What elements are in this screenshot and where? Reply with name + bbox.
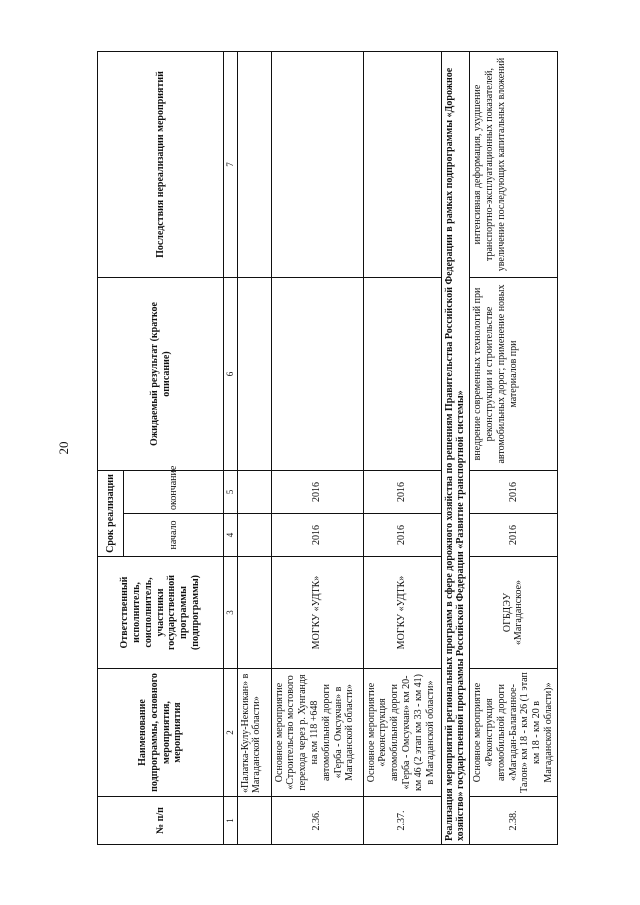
row-num: 2.38. <box>470 797 558 845</box>
header-name: Наименование подпрограммы, основного мероприятия, мероприятия <box>98 669 224 797</box>
row-result: внедрение современных технологий при реконструкции и строительстве автомобильных дорог; применение новых материалов при <box>470 278 558 471</box>
row-end: 2016 <box>271 471 363 514</box>
row-start: 2016 <box>271 514 363 557</box>
row-executor: МОГКУ «УДТК» <box>271 557 363 669</box>
row-executor: ОГБДЭУ «Магаданское» <box>470 557 558 669</box>
row-end <box>237 471 271 514</box>
row-result <box>237 278 271 471</box>
row-consequences: интенсивная деформация, ухудшение транспортно-эксплуатационных показателей, увеличение последующих капитальных вложений <box>470 52 558 278</box>
header-num: № п/п <box>98 797 224 845</box>
page-number: 20 <box>56 441 71 455</box>
row-consequences <box>237 52 271 278</box>
column-numbers-row <box>224 52 238 845</box>
col-number: 3 <box>224 557 238 669</box>
col-number: 6 <box>224 278 238 471</box>
row-result <box>363 278 441 471</box>
row-num <box>237 797 271 845</box>
table-row <box>271 52 363 845</box>
header-end: окончание <box>124 471 224 514</box>
row-start: 2016 <box>363 514 441 557</box>
row-consequences <box>271 52 363 278</box>
row-start: 2016 <box>470 514 558 557</box>
col-number: 1 <box>224 797 238 845</box>
table-row <box>237 52 271 845</box>
header-start: начало <box>124 514 224 557</box>
header-result: Ожидаемый результат (краткое описание) <box>98 278 224 471</box>
section-header-row <box>441 52 470 845</box>
header-consequences: Последствия нереализации мероприятий <box>98 52 224 278</box>
row-end: 2016 <box>363 471 441 514</box>
header-executor: Ответственный исполнитель, соисполнитель, участники государственной программы (подпрограммы) <box>98 557 224 669</box>
row-num: 2.36. <box>271 797 363 845</box>
row-executor: МОГКУ «УДТК» <box>363 557 441 669</box>
row-name: Основное мероприятие «Реконструкция автомобильной дороги «Герба - Омсукчан» км 20-км 46 (2 этап км 33 - км 41) в Магаданской области» <box>363 669 441 797</box>
col-number: 4 <box>224 514 238 557</box>
table-row <box>470 52 558 845</box>
row-name: Основное мероприятие «Реконструкция автомобильной дороги «Магадан-Балаганное-Талон» км 18 - км 26 (1 этап км 18 - км 20 в Магаданской области)» <box>470 669 558 797</box>
rotated-table-page <box>97 52 554 845</box>
col-number: 2 <box>224 669 238 797</box>
row-end: 2016 <box>470 471 558 514</box>
row-name: «Палатка-Кулу-Нексикан» в Магаданской области» <box>237 669 271 797</box>
table-row <box>363 52 441 845</box>
row-name: Основное мероприятие «Строительство мостового перехода через р. Хунгандя на км 118 +648 автомобильной дороги «Герба - Омсукчан» в Магаданской области» <box>271 669 363 797</box>
row-consequences <box>363 52 441 278</box>
program-table <box>97 51 558 845</box>
col-number: 7 <box>224 52 238 278</box>
row-executor <box>237 557 271 669</box>
header-term: Срок реализации <box>98 471 124 557</box>
row-result <box>271 278 363 471</box>
row-num: 2.37. <box>363 797 441 845</box>
section-title: Реализация мероприятий региональных программ в сфере дорожного хозяйства по решениям Правительства Российской Федерации в рамках подпрограммы «Дорожное хозяйство» государственной программы Российской Федерации «Развитие транспортной системы» <box>441 52 470 845</box>
col-number: 5 <box>224 471 238 514</box>
row-start <box>237 514 271 557</box>
